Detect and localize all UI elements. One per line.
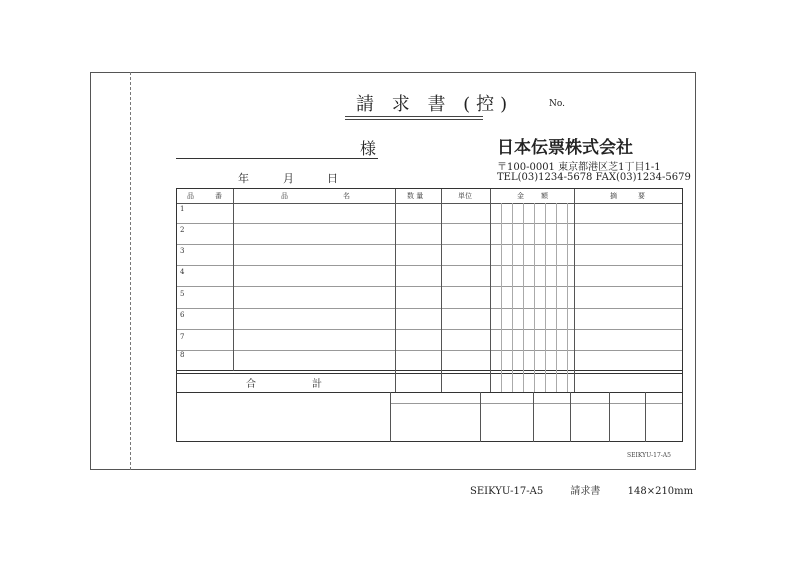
header-name-1: 品 <box>281 192 288 200</box>
header-name-2: 名 <box>343 192 350 200</box>
row-line <box>177 265 682 266</box>
col-divider <box>574 189 575 392</box>
header-amount-2: 額 <box>541 192 548 200</box>
header-unit: 単位 <box>458 192 472 200</box>
total-divider <box>177 373 682 374</box>
row-line <box>177 350 682 351</box>
header-note-1: 摘 <box>610 192 617 200</box>
title-underline <box>345 119 483 120</box>
perforation-line <box>130 72 131 470</box>
product-footer <box>470 482 717 497</box>
summary-col-divider <box>390 392 391 442</box>
header-code-2: 番 <box>215 192 222 200</box>
total-label-2: 計 <box>312 379 322 390</box>
company-address: 〒100-0001 東京都港区芝1丁目1-1 <box>497 162 661 173</box>
summary-col-divider <box>533 392 534 442</box>
number-label: No. <box>549 99 565 109</box>
row-line <box>177 244 682 245</box>
header-divider <box>177 203 682 204</box>
header-amount-1: 金 <box>517 192 524 200</box>
header-code-1: 品 <box>187 192 194 200</box>
row-line <box>177 329 682 330</box>
summary-col-divider <box>609 392 610 442</box>
summary-divider <box>177 392 682 393</box>
digit-divider <box>501 203 502 392</box>
digit-divider <box>523 203 524 392</box>
row-number: 5 <box>180 290 185 298</box>
row-number: 8 <box>180 351 185 359</box>
row-line <box>177 223 682 224</box>
summary-col-divider <box>570 392 571 442</box>
document-title: 請 求 書 (控) <box>356 94 514 115</box>
company-contact: TEL(03)1234-5678 FAX(03)1234-5679 <box>497 172 691 183</box>
footer-name: 請求書 <box>570 486 601 497</box>
summary-subline <box>390 403 682 404</box>
digit-divider <box>567 203 568 392</box>
form-code-small: SEIKYU-17-A5 <box>627 452 671 459</box>
col-divider <box>490 189 491 392</box>
total-divider <box>177 370 682 371</box>
summary-col-divider <box>480 392 481 442</box>
header-note-2: 要 <box>638 192 645 200</box>
row-number: 2 <box>180 226 185 234</box>
summary-col-divider <box>645 392 646 442</box>
client-name-line[interactable] <box>176 158 378 159</box>
row-number: 4 <box>180 268 185 276</box>
date-year-label: 年 <box>238 172 249 185</box>
digit-divider <box>534 203 535 392</box>
row-line <box>177 286 682 287</box>
footer-size: 148×210mm <box>627 486 694 497</box>
header-qty: 数 量 <box>407 192 424 200</box>
row-line <box>177 308 682 309</box>
title-underline <box>345 116 483 117</box>
invoice-table <box>176 188 683 442</box>
company-name: 日本伝票株式会社 <box>497 138 633 158</box>
row-number: 1 <box>180 205 185 213</box>
digit-divider <box>556 203 557 392</box>
date-month-label: 月 <box>283 172 294 185</box>
row-number: 6 <box>180 311 185 319</box>
col-divider <box>233 189 234 371</box>
digit-divider <box>545 203 546 392</box>
total-label-1: 合 <box>246 379 256 390</box>
client-honorific: 様 <box>360 139 377 158</box>
row-number: 3 <box>180 247 185 255</box>
row-number: 7 <box>180 333 185 341</box>
footer-code: SEIKYU-17-A5 <box>470 486 544 497</box>
col-divider <box>395 189 396 392</box>
digit-divider <box>512 203 513 392</box>
date-day-label: 日 <box>327 172 338 185</box>
col-divider <box>441 189 442 392</box>
